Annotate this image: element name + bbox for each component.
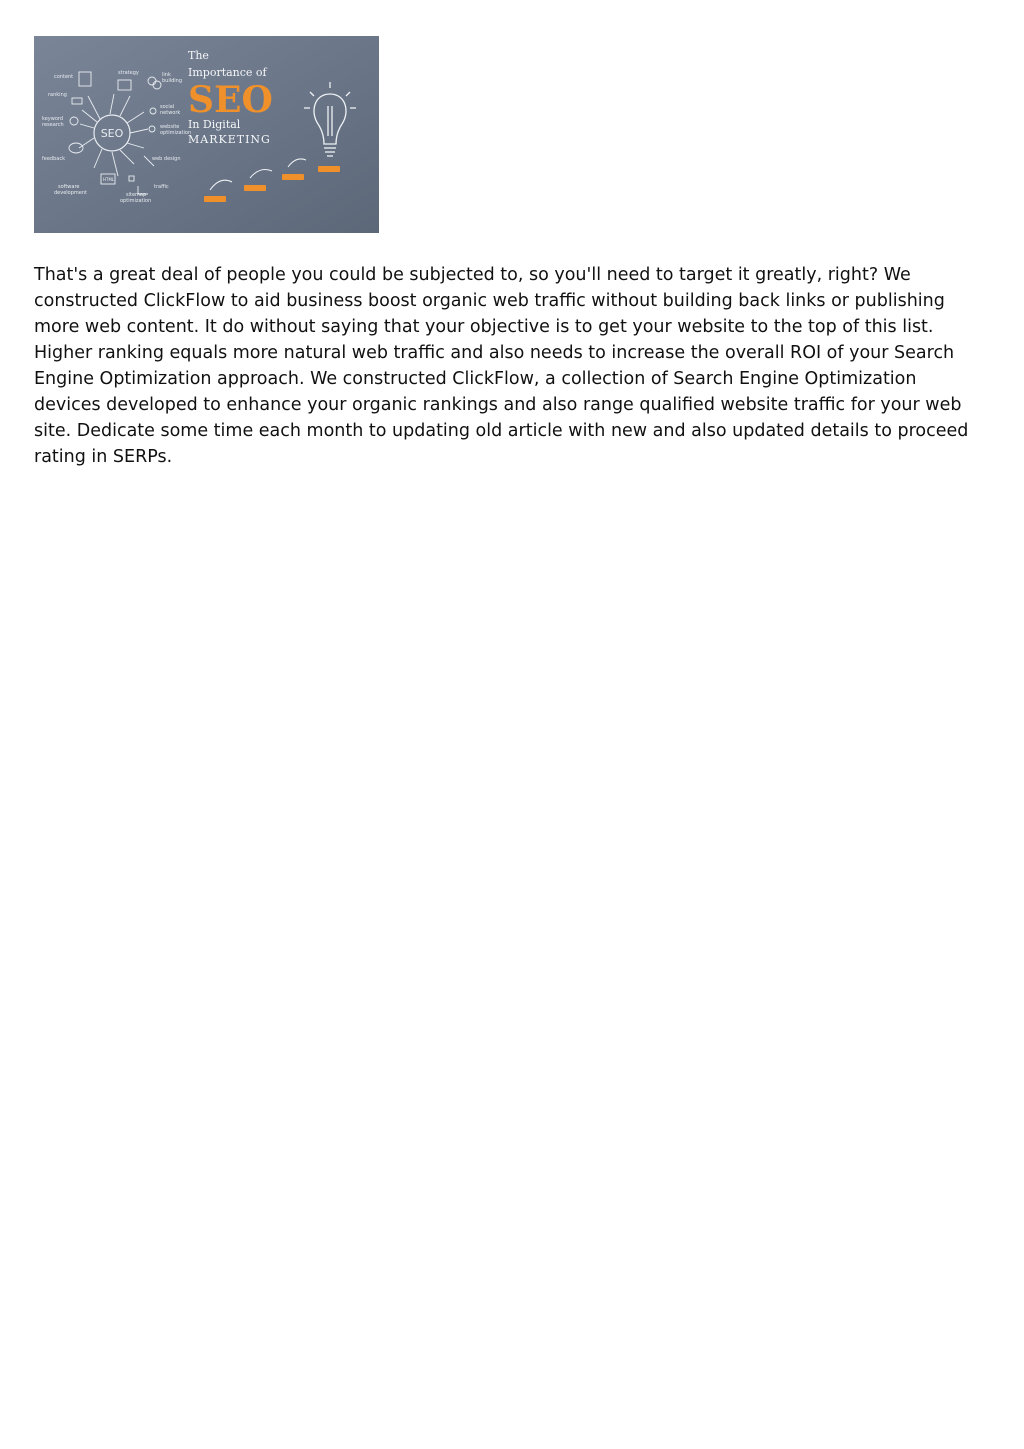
seo-marketing-image bbox=[34, 36, 379, 233]
label-feedback: feedback bbox=[42, 156, 65, 162]
label-web-design: web design bbox=[152, 156, 181, 162]
title-marketing: MARKETING bbox=[188, 133, 271, 146]
label-html: HTML bbox=[103, 177, 115, 182]
label-strategy: strategy bbox=[118, 70, 139, 76]
step-1 bbox=[204, 196, 226, 202]
title-importance-of: Importance of bbox=[188, 66, 267, 79]
label-building: building bbox=[162, 78, 183, 84]
seo-illustration bbox=[34, 36, 379, 233]
step-2 bbox=[244, 185, 266, 191]
title-the: The bbox=[188, 49, 209, 62]
label-network: network bbox=[160, 110, 181, 116]
label-software: software bbox=[58, 184, 80, 190]
article-paragraph: That's a great deal of people you could be subjected to, so you'll need to target it greatly, right? We constructed ClickFlow to aid business boost organic web traffic without building back links or publishing more web content. It do without saying that your objective is to get your website to the top of this list. Higher ranking equals more natural web traffic and also needs to increase the overall ROI of your Search Engine Optimization approach. We constructed ClickFlow, a collection of Search Engine Optimization devices developed to enhance your organic rankings and also range qualified website traffic for your web site. Dedicate some time each month to updating old article with new and also updated details to proceed rating in SERPs. bbox=[34, 265, 969, 467]
seo-center-label: SEO bbox=[100, 127, 124, 140]
label-website: website bbox=[160, 124, 180, 130]
label-sitemap: sitemap bbox=[126, 192, 147, 198]
title-seo: SEO bbox=[188, 79, 273, 121]
title-in-digital: In Digital bbox=[188, 118, 241, 131]
label-ranking: ranking bbox=[48, 92, 67, 98]
label-sitemap-optimization: optimization bbox=[120, 198, 152, 204]
label-social: social bbox=[160, 104, 175, 110]
label-traffic: traffic bbox=[154, 184, 169, 190]
label-optimization: optimization bbox=[160, 130, 192, 136]
label-content: content bbox=[54, 74, 74, 80]
label-research: research bbox=[42, 122, 64, 128]
label-link: link bbox=[162, 72, 171, 78]
step-3 bbox=[282, 174, 304, 180]
step-4 bbox=[318, 166, 340, 172]
label-keyword: keyword bbox=[42, 116, 64, 122]
label-development: development bbox=[54, 190, 87, 196]
